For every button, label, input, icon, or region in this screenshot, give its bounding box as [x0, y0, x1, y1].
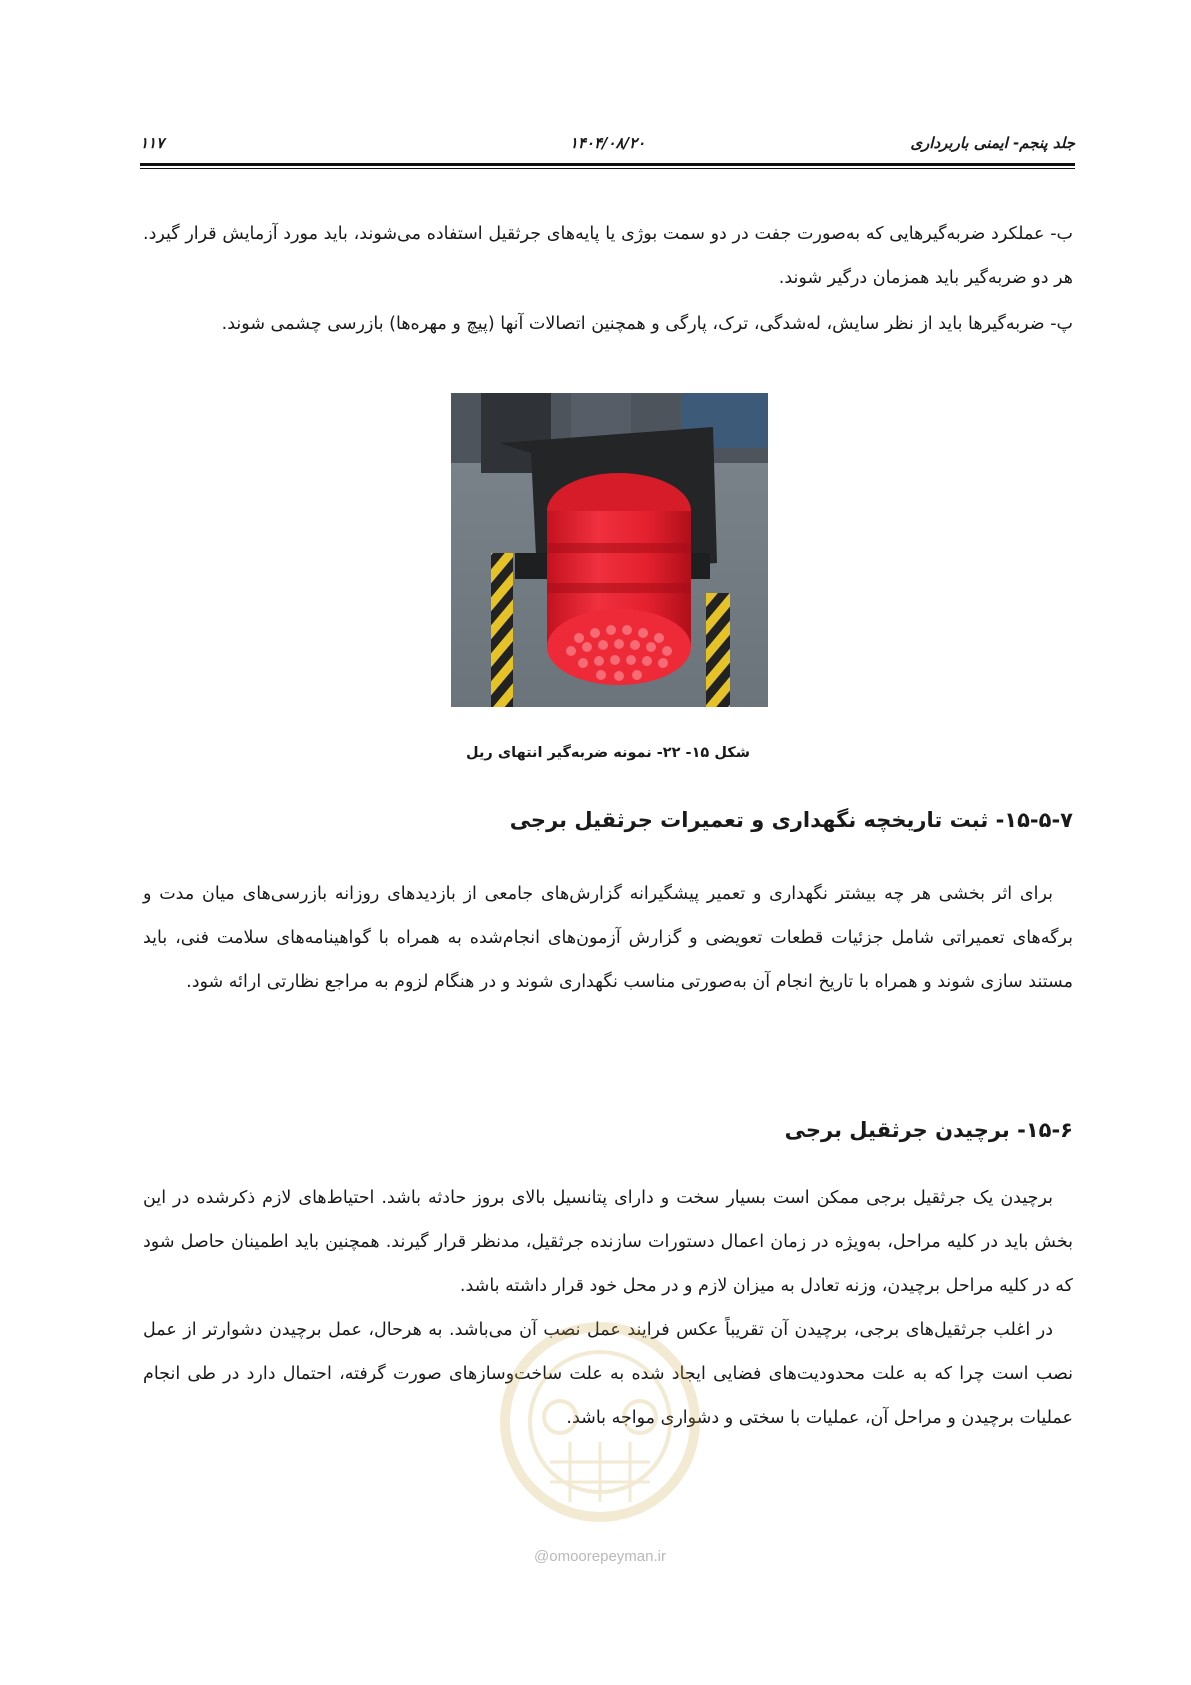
- section-title-dismantling: ۱۵-۶- برچیدن جرثقیل برجی: [784, 1118, 1073, 1142]
- page-number: ۱۱۷: [140, 134, 165, 152]
- page-header: [140, 128, 1075, 164]
- paragraph-bumper-pair-test: ب- عملکرد ضربه‌گیرهایی که به‌صورت جفت در دو سمت بوژی یا پایه‌های جرثقیل استفاده می‌شوند، باید مورد آزمایش قرار گیرد. هر دو ضربه‌گیر باید همزمان درگیر شوند.: [143, 224, 1073, 288]
- book-title: جلد پنجم- ایمنی باربرداری: [910, 134, 1075, 152]
- paragraph-dismantling-risk: برچیدن یک جرثقیل برجی ممکن است بسیار سخت و دارای پتانسیل بالای بروز حادثه باشد. احتیاط‌های لازم ذکرشده در این بخش باید در کلیه مراحل، به‌ویژه در زمان اعمال دستورات سازنده جرثقیل، مدنظر قرار گیرند. همچنین باید اطمینان حاصل شود که در کلیه مراحل برچیدن، وزنه تعادل به میزان لازم و در محل خود قرار داشته باشد.: [143, 1188, 1073, 1296]
- watermark-site: @omoorepeyman.ir: [534, 1548, 666, 1565]
- header-rule-thin: [140, 168, 1075, 169]
- paragraph-dismantling-process: در اغلب جرثقیل‌های برجی، برچیدن آن تقریباً عکس فرایند عمل نصب آن می‌باشد. به هرحال، عمل برچیدن دشوارتر از عمل نصب است چرا که به علت محدودیت‌های فضایی ایجاد شده به علت ساخت‌وسازهای صورت گرفته، احتمال دارد در طی انجام عملیات برچیدن و مراحل آن، عملیات با سختی و دشواری مواجه باشد.: [143, 1320, 1073, 1428]
- figure-caption: شکل ۱۵- ۲۲- نمونه ضربه‌گیر انتهای ریل: [466, 745, 750, 761]
- paragraph-bumper-visual-inspection: پ- ضربه‌گیرها باید از نظر سایش، له‌شدگی، ترک، پارگی و همچنین اتصالات آنها (پیچ و مهره‌ها) بازرسی چشمی شوند.: [221, 314, 1073, 334]
- section-title-maintenance-records: ۱۵-۵-۷- ثبت تاریخچه نگهداری و تعمیرات جرثقیل برجی: [509, 808, 1073, 832]
- header-date: ۱۴۰۴/۰۸/۲۰: [569, 134, 646, 152]
- paragraph-maintenance-records: برای اثر بخشی هر چه بیشتر نگهداری و تعمیر پیشگیرانه گزارش‌های جامعی از بازدیدهای روزانه بازرسی‌های میان مدت و برگه‌های تعمیراتی شامل جزئیات قطعات تعویضی و گزارش آزمون‌های انجام‌شده به همراه با گواهینامه‌های سلامت فنی، باید مستند سازی شوند و همراه با تاریخ انجام آن به‌صورتی مناسب نگهداری شوند و در هنگام لزوم به مراجع نظارتی ارائه شود.: [143, 884, 1073, 992]
- rail-end-bumper-photo: [451, 393, 768, 707]
- header-rule-thick: [140, 163, 1075, 166]
